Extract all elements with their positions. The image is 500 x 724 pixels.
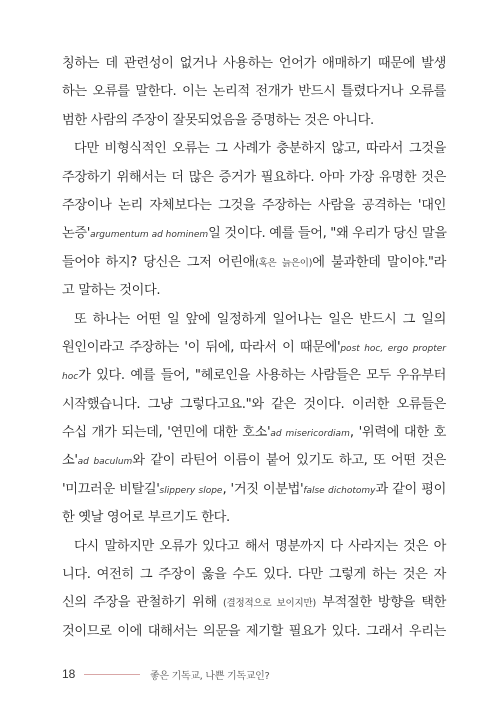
text-line <box>62 589 446 617</box>
page-number: 18 <box>62 667 76 681</box>
inline-text: 과 같이 평이 <box>375 481 446 497</box>
latin-term: ad misericordiam <box>270 429 350 440</box>
inline-text: 와 같이 라틴어 이름이 붙어 있기도 하고, 또 어떤 것은 <box>132 453 446 469</box>
text-line <box>62 249 446 277</box>
inline-text: 논증' <box>62 226 91 242</box>
latin-term: argumentum ad hominem <box>90 230 209 241</box>
inline-text: 일 것이다. 예를 들어, "왜 우리가 당신 말을 <box>208 226 447 242</box>
text-line: 고 말하는 것이다. <box>62 283 161 299</box>
text-line: 범한 사람의 주장이 잘못되었음을 증명하는 것은 아니다. <box>62 112 374 128</box>
text-line: 주장이나 논리 자체보다는 그것을 주장하는 사람을 공격하는 '대인 <box>62 197 446 213</box>
text-line: 것이므로 이에 대해서는 의문을 제기할 필요가 있다. 그래서 우리는 <box>62 623 446 639</box>
text-line <box>62 419 446 447</box>
latin-term: hoc <box>62 372 79 383</box>
text-line <box>62 220 446 248</box>
body-text <box>62 50 446 646</box>
text-line: 하는 오류를 말한다. 이는 논리적 전개가 반드시 틀렸다거나 오류를 <box>62 84 446 100</box>
inline-text: , '위력에 대한 호 <box>349 425 446 441</box>
inline-text: 소' <box>62 453 78 469</box>
text-line: 칭하는 데 관련성이 없거나 사용하는 언어가 애매하기 때문에 발생 <box>62 56 446 71</box>
latin-term: ad baculum <box>77 457 133 468</box>
parenthetical-note: (결정적으로 보이지만) <box>223 598 316 610</box>
inline-text: 수십 개가 되는데, '연민에 대한 호소' <box>62 425 271 441</box>
footer-rule <box>84 674 140 675</box>
inline-text: , '거짓 이분법' <box>222 481 304 497</box>
english-term: slippery slope <box>159 485 223 496</box>
latin-term: post hoc, ergo propter <box>340 343 446 354</box>
inline-text: '미끄러운 비탈길' <box>62 481 160 497</box>
text-line <box>62 362 446 390</box>
inline-text: 원인이라고 주장하는 '이 뒤에, 따라서 이 때문에' <box>62 339 341 355</box>
inline-text: 신의 주장을 관철하기 위해 <box>62 595 217 611</box>
paragraph-start-line: 다만 비형식적인 오류는 그 사례가 충분하지 않고, 따라서 그것을 <box>74 141 446 157</box>
text-line <box>62 334 446 362</box>
page-footer <box>62 664 269 684</box>
parenthetical-note: (혹은 늙은이) <box>255 257 313 269</box>
text-line <box>62 447 446 475</box>
english-term: false dichotomy <box>303 485 376 496</box>
running-title: 좋은 기독교, 나쁜 기독교인? <box>150 670 270 682</box>
text-line: 니다. 여전히 그 주장이 옳을 수도 있다. 다만 그렇게 하는 것은 자 <box>62 567 446 583</box>
paragraph-start-line: 또 하나는 어떤 일 앞에 일정하게 일어나는 일은 반드시 그 일의 <box>74 311 446 327</box>
inline-text: 가 있다. 예를 들어, "헤로인을 사용하는 사람들은 모두 우유부터 <box>78 368 446 384</box>
text-line: 시작했습니다. 그냥 그렇다고요."와 같은 것이다. 이러한 오류들은 <box>62 396 446 412</box>
text-line <box>62 476 446 504</box>
paragraph-start-line: 다시 말하지만 오류가 있다고 해서 명분까지 다 사라지는 것은 아 <box>74 538 446 554</box>
text-line: 주장하기 위해서는 더 많은 증거가 필요하다. 아마 가장 유명한 것은 <box>62 169 446 185</box>
inline-text: 에 불과한데 말이야."라 <box>312 254 447 270</box>
text-line: 한 옛날 영어로 부르기도 한다. <box>62 510 230 526</box>
inline-text: 부적절한 방향을 택한 <box>322 595 447 611</box>
inline-text: 들어야 하지? 당신은 그저 어린애 <box>62 254 256 270</box>
